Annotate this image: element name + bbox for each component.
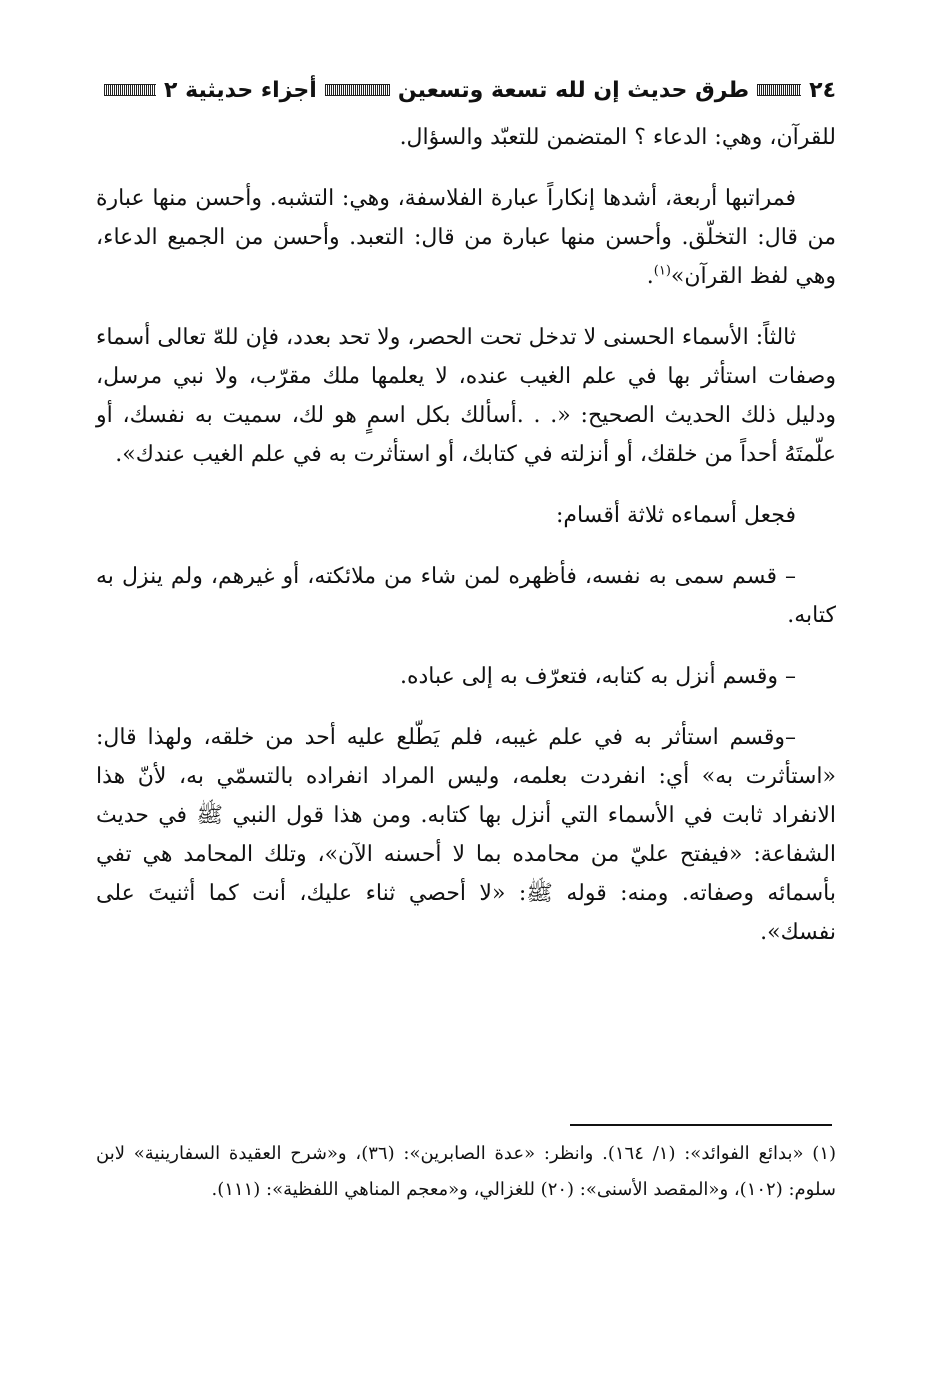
paragraph: للقرآن، وهي: الدعاء ؟ المتضمن للتعبّد والسؤال. <box>399 125 836 150</box>
footnote: (١) «بدائع الفوائد»: (١/ ١٦٤). وانظر: «عدة الصابرين»: (٣٦)، و«شرح العقيدة السفارينية» لابن سلوم: (١٠٢)، و«المقصد الأسنى»: (٢٠) للغزالي، و«معجم المناهي اللفظية»: (١١١). <box>96 1143 837 1200</box>
page-number: ٢٤ <box>809 77 836 103</box>
header-ornament-bar <box>757 84 801 96</box>
paragraph: فجعل أسماءه ثلاثة أقسام: <box>556 503 796 528</box>
list-item: – وقسم أنزل به كتابه، فتعرّف به إلى عباده. <box>399 664 796 689</box>
page-header <box>96 72 836 108</box>
paragraph: ثالثاً: الأسماء الحسنى لا تدخل تحت الحصر، ولا تحد بعدد، فإن للهّ تعالى أسماء وصفات استأثر بها في علم الغيب عنده، لا يعلمها ملك مقرّب، ولا نبي مرسل، ودليل ذلك الحديث الصحيح: «. . .أسألك بكل اسمٍ هو لك، سميت به نفسك، أو علّمتَهُ أحداً من خلقك، أو أنزلته في كتابك، أو استأثرت به في علم الغيب عندك». <box>96 325 836 467</box>
footnotes <box>96 1136 836 1208</box>
footnote-divider <box>570 1124 832 1126</box>
list-item: – قسم سمى به نفسه، فأظهره لمن شاء من ملائكته، أو غيرهم، ولم ينزل به كتابه. <box>96 564 836 628</box>
paragraph-text: فمراتبها أربعة، أشدها إنكاراً عبارة الفلاسفة، وهي: التشبه. وأحسن منها عبارة من قال: التخلّق. وأحسن منها عبارة من قال: التعبد. وأحسن من الجميع الدعاء، وهي لفظ القرآن» <box>96 186 836 289</box>
book-title: أجزاء حديثية ٢ <box>164 77 317 103</box>
paragraph <box>96 179 836 296</box>
paragraph-end: . <box>646 264 654 289</box>
main-text <box>96 118 836 974</box>
footnote-marker[interactable]: (١) <box>653 263 671 279</box>
header-ornament-bar <box>104 84 156 96</box>
running-title: طرق حديث إن لله تسعة وتسعين <box>397 77 750 103</box>
list-item: –وقسم استأثر به في علم غيبه، فلم يَطّلع عليه أحد من خلقه، ولهذا قال: «استأثرت به» أي: انفردت بعلمه، وليس المراد انفراده بالتسمّي به، لأنّ هذا الانفراد ثابت في الأسماء التي أنزل بها كتابه. ومن هذا قول النبي ﷺ في حديث الشفاعة: «فيفتح عليّ من محامده بما لا أحسنه الآن»، وتلك المحامد هي تفي بأسمائه وصفاته. ومنه: قوله ﷺ: «لا أحصي ثناء عليك، أنت كما أثنيتَ على نفسك». <box>96 725 836 945</box>
header-ornament-bar <box>325 84 390 96</box>
